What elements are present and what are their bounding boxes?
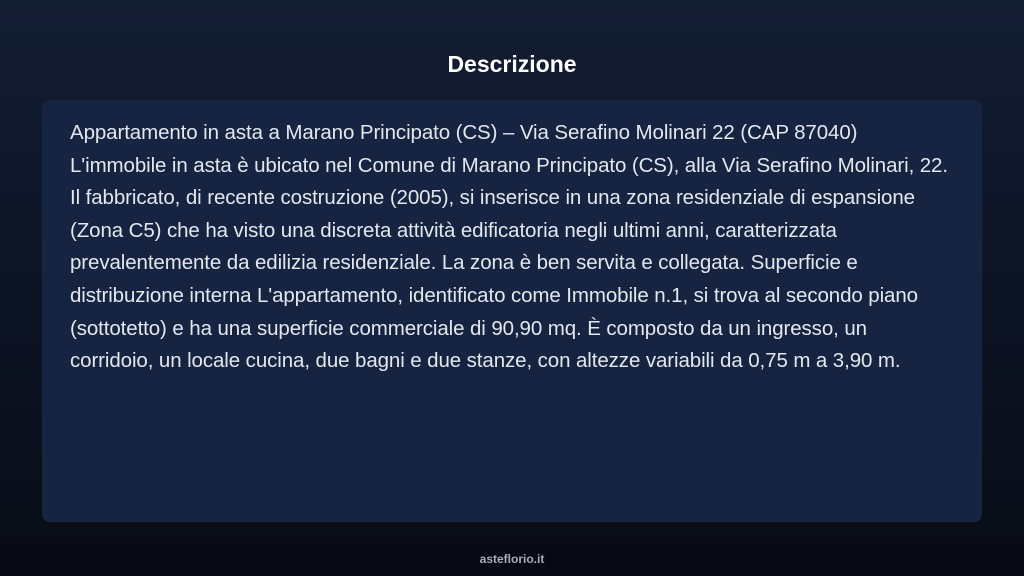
- description-card: [42, 100, 982, 522]
- description-text: Appartamento in asta a Marano Principato (CS) – Via Serafino Molinari 22 (CAP 87040) L'immobile in asta è ubicato nel Comune di Marano Principato (CS), alla Via Serafino Molinari, 22. Il fabbricato, di recente costruzione (2005), si inserisce in una zona residenziale di espansione (Zona C5) che ha visto una discreta attività edificatoria negli ultimi anni, caratterizzata prevalentemente da edilizia residenziale. La zona è ben servita e collegata. Superficie e distribuzione interna L'appartamento, identificato come Immobile n.1, si trova al secondo piano (sottotetto) e ha una superficie commerciale di 90,90 mq. È composto da un ingresso, un corridoio, un locale cucina, due bagni e due stanze, con altezze variabili da 0,75 m a 3,90 m.: [70, 121, 948, 373]
- footer-site-name: asteflorio.it: [479, 552, 545, 566]
- page-title: Descrizione: [447, 51, 577, 77]
